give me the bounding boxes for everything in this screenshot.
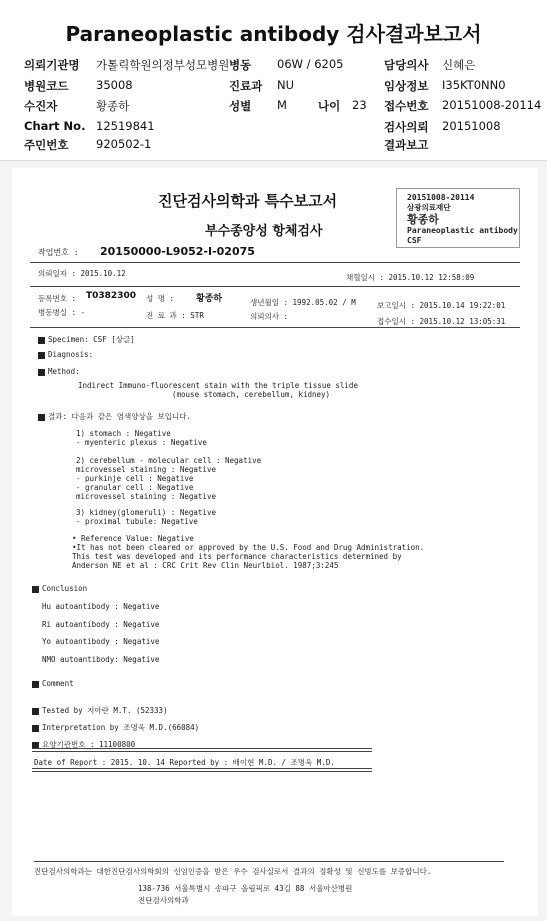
divider bbox=[30, 262, 520, 263]
conclusion-item: Hu autoantibody : Negative bbox=[42, 602, 160, 611]
row1-label1: 의뢰기관명 bbox=[24, 58, 80, 72]
row2-label1: 병원코드 bbox=[24, 79, 69, 93]
row3-label3: 접수번호 bbox=[384, 99, 429, 113]
tested-by-line bbox=[32, 705, 168, 716]
divider bbox=[32, 768, 372, 772]
interpretation: Interpretation by 조명욱 M.D.(66084) bbox=[42, 723, 200, 732]
specimen-text: Specimen: CSF [상글] bbox=[48, 335, 135, 344]
result-item: - granular cell : Negative bbox=[76, 483, 194, 492]
conclusion-label: Conclusion bbox=[42, 584, 88, 593]
row1-value1: 가톨릭학원의정부성모병원 bbox=[96, 58, 230, 72]
bullet-icon bbox=[32, 725, 39, 732]
result-item: 3) kidney(glomeruli) : Negative bbox=[76, 508, 216, 517]
bullet-icon bbox=[32, 708, 39, 715]
result-item: - myenteric plexus : Negative bbox=[76, 438, 207, 447]
bullet-icon bbox=[38, 414, 45, 421]
row3-label1: 수진자 bbox=[24, 99, 58, 113]
diagnosis-text: Diagnosis: bbox=[48, 350, 94, 359]
work-no: 20150000-L9052-I-02075 bbox=[100, 245, 255, 258]
row1-label3: 담당의사 bbox=[384, 58, 429, 72]
footer-address: 138-736 서울특별시 송파구 올림픽로 43길 88 서울아산병원 bbox=[138, 884, 353, 893]
method-text: Method: bbox=[48, 367, 80, 376]
collect-time: 채혈일시 : 2015.10.12 12:58:09 bbox=[346, 273, 475, 282]
bullet-icon bbox=[38, 352, 45, 359]
result-item: microvessel staining : Negative bbox=[76, 492, 216, 501]
tested-by: Tested by 지아란 M.T. (52333) bbox=[42, 706, 168, 715]
department: 진 료 과 : STR bbox=[146, 311, 204, 320]
row2-label2: 진료과 bbox=[229, 79, 263, 93]
result-item: microvessel staining : Negative bbox=[76, 465, 216, 474]
interpretation-line bbox=[32, 722, 199, 733]
result-item: - proximal tubule: Negative bbox=[76, 517, 198, 526]
row3-value2: M bbox=[277, 98, 287, 112]
conclusion-item: Ri autoantibody : Negative bbox=[42, 620, 160, 629]
requesting-doctor: 의뢰의사 : bbox=[250, 312, 289, 321]
row3-label2b: 나이 bbox=[318, 99, 341, 113]
reg-no: T0382300 bbox=[86, 291, 136, 301]
conclusion-heading bbox=[32, 584, 87, 593]
result-label: 결과: 다음과 같은 염색양상을 보입니다. bbox=[48, 412, 192, 421]
method-line bbox=[38, 367, 80, 376]
row1-value2: 06W / 6205 bbox=[277, 57, 344, 71]
row2-value3: I35KT0NN0 bbox=[442, 78, 506, 92]
note-line: •It has not been cleared or approved by the U.S. Food and Drug Administration. bbox=[72, 543, 425, 552]
report-subtitle: 부수종양성 항체검사 bbox=[205, 224, 323, 239]
method-detail-2: (mouse stomach, cerebellum, kidney) bbox=[172, 390, 331, 399]
result-item: - purkinje cell : Negative bbox=[76, 474, 194, 483]
box-patient-name: 황종하 bbox=[407, 213, 439, 226]
reg-no-label: 등록번호 : bbox=[38, 294, 77, 303]
row2-value1: 35008 bbox=[96, 78, 133, 92]
bullet-icon bbox=[32, 586, 39, 593]
divider bbox=[32, 748, 372, 752]
method-detail-1: Indirect Immuno-fluorescent stain with the triple tissue slide bbox=[78, 381, 358, 390]
divider bbox=[34, 861, 504, 862]
row4-value1: 12519841 bbox=[96, 119, 155, 133]
row5-label1: 주민번호 bbox=[24, 138, 69, 152]
report-time: 보고일시 : 2015.10.14 19:22:01 bbox=[377, 301, 506, 310]
report-title: 진단검사의학과 특수보고서 bbox=[158, 192, 338, 210]
result-item: 1) stomach : Negative bbox=[76, 429, 171, 438]
note-line: This test was developed and its performance characteristics determined by bbox=[72, 552, 402, 561]
row3-value1: 황종하 bbox=[96, 99, 130, 113]
result-line bbox=[38, 411, 191, 422]
row4-label3: 검사의뢰 bbox=[384, 120, 429, 134]
box-test-name: Paraneoplastic antibody bbox=[407, 226, 518, 235]
row2-label3: 임상정보 bbox=[384, 79, 429, 93]
note-line: • Reference Value: Negative bbox=[72, 534, 194, 543]
conclusion-item: Yo autoantibody : Negative bbox=[42, 637, 160, 646]
row1-label2: 병동 bbox=[229, 58, 252, 72]
specimen-line bbox=[38, 334, 135, 345]
summary-header bbox=[0, 0, 547, 161]
ward: 병동병실 : - bbox=[38, 308, 86, 317]
footer-dept: 진단검사의학과 bbox=[138, 896, 189, 905]
comment-heading bbox=[32, 679, 74, 688]
row3-value3: 20151008-20114 bbox=[442, 98, 542, 112]
diagnosis-line bbox=[38, 350, 93, 359]
footer-notice: 진단검사의학과는 대한진단검사의학회의 신임인증을 받은 우수 검사실로서 결과의 정확성 및 신빙도를 보증합니다. bbox=[34, 867, 432, 876]
row4-label1: Chart No. bbox=[24, 119, 86, 133]
row5-value1: 920502-1 bbox=[96, 137, 152, 151]
row1-value3: 신혜은 bbox=[442, 58, 476, 72]
date-of-report: Date of Report : 2015. 10. 14 Reported by : 배이현 M.D. / 조명욱 M.D. bbox=[34, 758, 335, 767]
request-date: 의뢰일자 : 2015.10.12 bbox=[38, 269, 126, 278]
divider bbox=[30, 286, 520, 287]
box-institution: 삼광의료재단 bbox=[407, 203, 451, 212]
work-no-label: 작업번호 : bbox=[38, 248, 79, 257]
bullet-icon bbox=[38, 369, 45, 376]
comment-label: Comment bbox=[42, 679, 74, 688]
note-line: Anderson NE et al : CRC Crit Rev Clin Neurlbiol. 1987;3:245 bbox=[72, 561, 339, 570]
row3-label2: 성별 bbox=[229, 99, 252, 113]
row2-value2: NU bbox=[277, 78, 295, 92]
receive-time: 접수일시 : 2015.10.12 13:05:31 bbox=[377, 317, 506, 326]
conclusion-item: NMO autoantibody: Negative bbox=[42, 655, 160, 664]
row5-label3: 결과보고 bbox=[384, 138, 429, 152]
page-title: Paraneoplastic antibody 검사결과보고서 bbox=[65, 22, 482, 46]
agency-no: 요양기관번호 : 11100800 bbox=[42, 740, 136, 749]
patient-name: 황종하 bbox=[196, 294, 223, 304]
specimen-label-box bbox=[396, 188, 520, 248]
bullet-icon bbox=[38, 337, 45, 344]
birth-date: 생년월일 : 1992.05.02 / M bbox=[250, 298, 356, 307]
row3-value2b: 23 bbox=[352, 98, 367, 112]
bullet-icon bbox=[32, 681, 39, 688]
result-item: 2) cerebellum - molecular cell : Negative bbox=[76, 456, 262, 465]
box-receipt-no: 20151008-20114 bbox=[407, 193, 475, 202]
divider bbox=[30, 327, 520, 328]
name-label: 성 명 : bbox=[146, 294, 175, 303]
box-specimen: CSF bbox=[407, 236, 422, 245]
row4-value3: 20151008 bbox=[442, 119, 501, 133]
